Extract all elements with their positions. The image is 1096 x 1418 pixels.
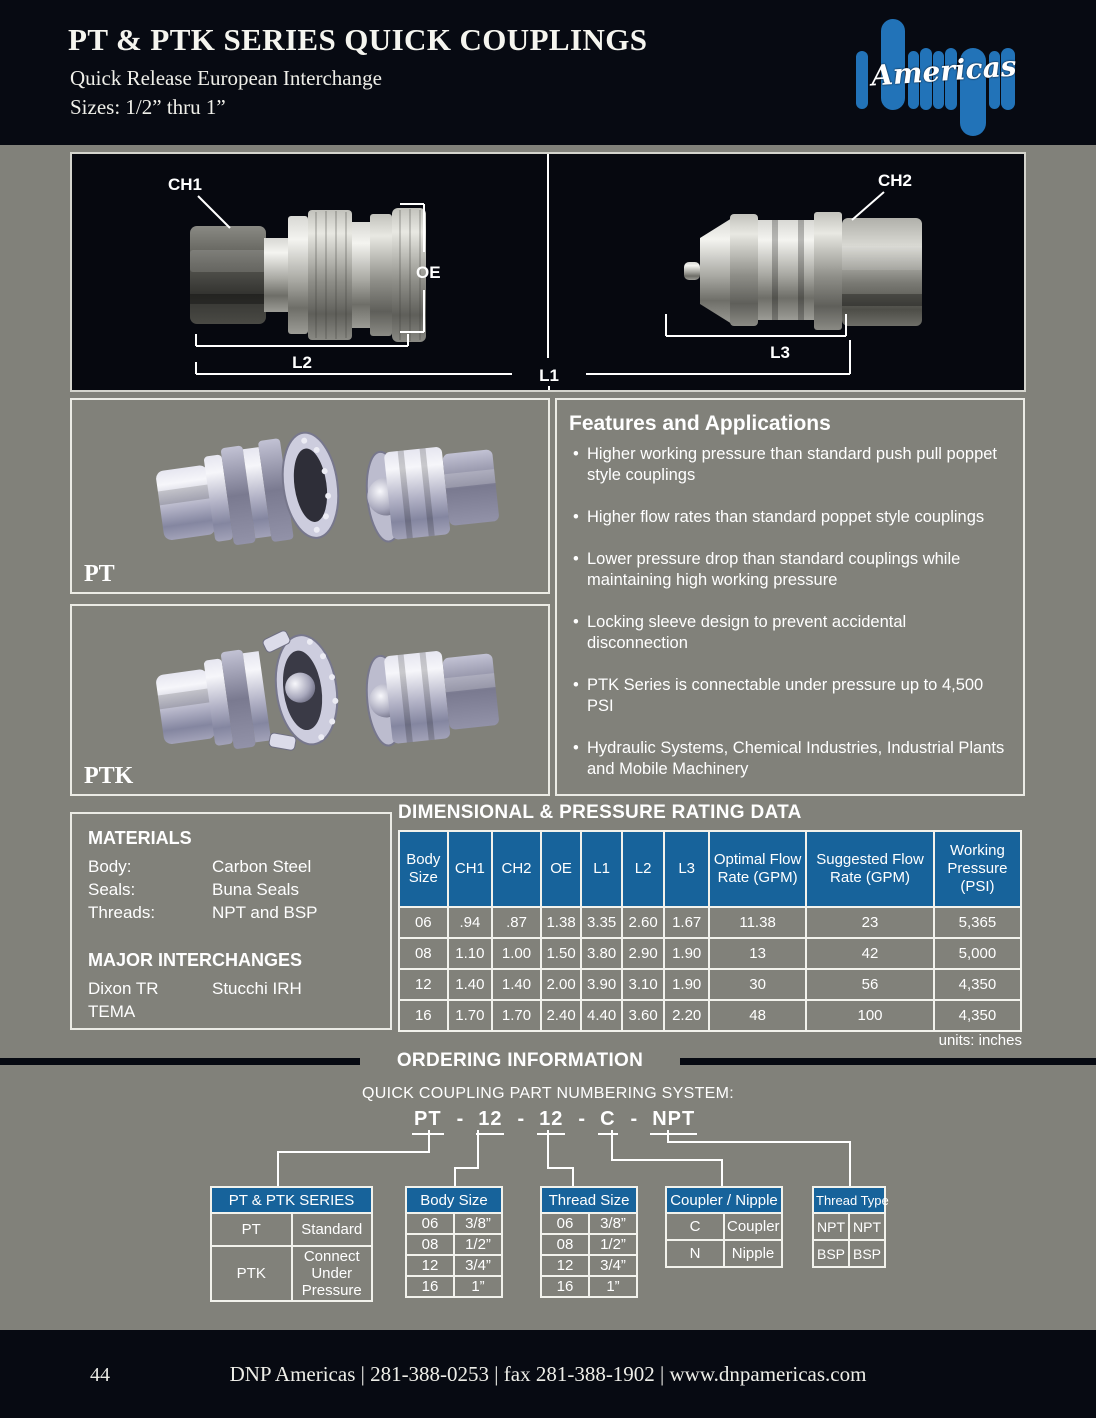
dim-cell: 1.40	[492, 969, 541, 1000]
dim-cell: 1.90	[664, 938, 709, 969]
size-value: 1/2”	[454, 1234, 502, 1255]
part-dash: -	[578, 1108, 586, 1130]
ptk-coupler-render	[151, 624, 344, 769]
dim-table-row	[399, 938, 1021, 969]
feature-bullet: • Higher working pressure than standard push pull poppet style couplings	[569, 444, 1011, 486]
dim-cell: 2.40	[541, 1000, 582, 1031]
coupler-photo	[190, 208, 426, 342]
dim-cell: 1.50	[541, 938, 582, 969]
dimension-photo-panel	[70, 152, 1026, 392]
l1-label: L1	[539, 366, 559, 385]
dim-cell: 5,000	[934, 938, 1021, 969]
thread-size-header: Thread Size	[541, 1187, 637, 1213]
series-desc: Standard	[292, 1213, 373, 1246]
dim-col-header: OE	[541, 831, 582, 907]
dim-col-header: L2	[622, 831, 665, 907]
size-code: 12	[406, 1255, 454, 1276]
pt-nipple-render	[363, 440, 501, 543]
part-seg-series: PT	[412, 1108, 444, 1135]
ordering-title: ORDERING INFORMATION	[396, 1050, 644, 1071]
divider-bar-right	[680, 1058, 1096, 1065]
dim-cell: 1.90	[664, 969, 709, 1000]
size-code: 16	[541, 1276, 589, 1297]
page-number: 44	[90, 1364, 110, 1386]
material-row	[88, 855, 374, 878]
body-size-header: Body Size	[406, 1187, 502, 1213]
size-value: 3/8”	[454, 1213, 502, 1234]
interchange-item: TEMA	[88, 1002, 136, 1021]
dim-cell: 3.10	[622, 969, 665, 1000]
coupler-nipple-table	[665, 1186, 783, 1268]
size-value: 1”	[589, 1276, 637, 1297]
dim-cell: 1.38	[541, 907, 582, 938]
page-title: PT & PTK SERIES QUICK COUPLINGS	[68, 22, 648, 57]
material-label: Threads:	[88, 903, 156, 922]
part-dash: -	[456, 1108, 464, 1130]
page-sizes: Sizes: 1/2” thru 1”	[70, 95, 226, 119]
dim-cell: 2.90	[622, 938, 665, 969]
size-code: 16	[406, 1276, 454, 1297]
dim-col-header: L1	[581, 831, 622, 907]
material-label: Seals:	[88, 880, 136, 899]
ptk-nipple-render	[363, 644, 501, 747]
interchange-item	[212, 1000, 374, 1023]
thread-type-header: Thread Type	[813, 1187, 885, 1213]
feature-bullet: • Locking sleeve design to prevent accidental disconnection	[569, 612, 1011, 654]
part-seg-thread-type: NPT	[650, 1108, 697, 1135]
series-table	[210, 1186, 373, 1302]
part-number-connectors	[0, 1126, 1096, 1188]
features-panel	[555, 398, 1025, 796]
dim-cell: 4,350	[934, 1000, 1021, 1031]
dim-cell: .87	[492, 907, 541, 938]
units-note: units: inches	[938, 1032, 1022, 1049]
ch1-label: CH1	[168, 175, 203, 194]
series-code: PT	[211, 1213, 292, 1246]
dim-cell: 42	[806, 938, 934, 969]
feature-bullet: • Lower pressure drop than standard couplings while maintaining high working pressure	[569, 549, 1011, 591]
dim-cell: 3.80	[581, 938, 622, 969]
part-seg-body-size: 12	[476, 1108, 504, 1135]
dim-cell: 13	[709, 938, 806, 969]
pt-renders	[72, 400, 548, 592]
pt-coupler-render	[153, 429, 345, 559]
dim-cell: 23	[806, 907, 934, 938]
dim-col-header: Optimal Flow Rate (GPM)	[709, 831, 806, 907]
dim-cell: 4,350	[934, 969, 1021, 1000]
interchange-row	[88, 1000, 374, 1023]
dim-cell: 1.40	[448, 969, 493, 1000]
l2-label: L2	[292, 353, 312, 372]
size-value: 1/2”	[589, 1234, 637, 1255]
size-value: 3/4”	[454, 1255, 502, 1276]
pt-product-panel	[70, 398, 550, 594]
material-label: Body:	[88, 857, 132, 876]
dim-cell: 1.10	[448, 938, 493, 969]
cn-code: C	[666, 1213, 724, 1240]
footer-band	[0, 1330, 1096, 1418]
size-value: 1”	[454, 1276, 502, 1297]
feature-bullet: • Higher flow rates than standard poppet style couplings	[569, 507, 1011, 528]
dimensional-table	[398, 830, 1022, 1032]
dim-cell: 1.70	[492, 1000, 541, 1031]
oe-label: OE	[416, 263, 441, 282]
dim-col-header: CH1	[448, 831, 493, 907]
dim-cell: 2.60	[622, 907, 665, 938]
dim-cell: 3.90	[581, 969, 622, 1000]
ordering-subtitle: QUICK COUPLING PART NUMBERING SYSTEM:	[361, 1085, 735, 1102]
dim-table-title: DIMENSIONAL & PRESSURE RATING DATA	[398, 802, 802, 823]
coupler-nipple-header: Coupler / Nipple	[666, 1187, 782, 1213]
dim-cell: 5,365	[934, 907, 1021, 938]
header-band	[0, 0, 1096, 145]
interchange-item: Stucchi IRH	[212, 979, 302, 998]
material-row	[88, 901, 374, 924]
page-subtitle: Quick Release European Interchange	[70, 66, 382, 90]
feature-bullet: • PTK Series is connectable under pressure up to 4,500 PSI	[569, 675, 1011, 717]
dim-table-row	[399, 1000, 1021, 1031]
size-code: 12	[541, 1255, 589, 1276]
tt-code: BSP	[813, 1240, 849, 1267]
ptk-renders	[72, 606, 548, 794]
dim-cell: 2.00	[541, 969, 582, 1000]
cn-desc: Coupler	[724, 1213, 782, 1240]
size-code: 06	[406, 1213, 454, 1234]
dim-cell: 56	[806, 969, 934, 1000]
divider-bar-left	[0, 1058, 360, 1065]
dim-col-header: L3	[664, 831, 709, 907]
dim-cell: 3.60	[622, 1000, 665, 1031]
material-value: Carbon Steel	[212, 857, 312, 876]
dim-cell: 12	[399, 969, 448, 1000]
nipple-photo	[684, 212, 922, 330]
dim-col-header: Body Size	[399, 831, 448, 907]
size-value: 3/4”	[589, 1255, 637, 1276]
dim-table-row	[399, 969, 1021, 1000]
material-value: NPT and BSP	[212, 903, 318, 922]
dim-col-header: CH2	[492, 831, 541, 907]
interchanges-title: MAJOR INTERCHANGES	[88, 950, 303, 970]
materials-title: MATERIALS	[88, 828, 192, 848]
part-seg-coupler: C	[598, 1108, 617, 1135]
dim-col-header: Suggested Flow Rate (GPM)	[806, 831, 934, 907]
l3-label: L3	[770, 343, 790, 362]
part-seg-thread-size: 12	[537, 1108, 565, 1135]
materials-panel	[70, 812, 392, 1030]
dim-cell: 30	[709, 969, 806, 1000]
size-code: 06	[541, 1213, 589, 1234]
dim-col-header: Working Pressure (PSI)	[934, 831, 1021, 907]
cn-code: N	[666, 1240, 724, 1267]
size-code: 08	[541, 1234, 589, 1255]
size-code: 08	[406, 1234, 454, 1255]
ptk-panel-label: PTK	[84, 763, 134, 789]
dim-table-header-row	[399, 831, 1021, 907]
features-title: Features and Applications	[569, 412, 831, 435]
dim-cell: 48	[709, 1000, 806, 1031]
tt-code: NPT	[813, 1213, 849, 1240]
dim-cell: 1.00	[492, 938, 541, 969]
interchange-row	[88, 977, 374, 1000]
dim-cell: 08	[399, 938, 448, 969]
series-desc: Connect Under Pressure	[292, 1246, 373, 1301]
dim-cell: 1.67	[664, 907, 709, 938]
thread-type-table	[812, 1186, 889, 1268]
tt-value: BSP	[849, 1240, 885, 1267]
series-table-header: PT & PTK SERIES	[211, 1187, 372, 1213]
dim-cell: 4.40	[581, 1000, 622, 1031]
tt-value: NPT	[849, 1213, 885, 1240]
dim-cell: 06	[399, 907, 448, 938]
dim-table-row	[399, 907, 1021, 938]
material-value: Buna Seals	[212, 880, 299, 899]
part-dash: -	[630, 1108, 638, 1130]
feature-bullet: • Hydraulic Systems, Chemical Industries, Industrial Plants and Mobile Machinery	[569, 738, 1011, 780]
footer-contact: DNP Americas | 281-388-0253 | fax 281-388-1902 | www.dnpamericas.com	[229, 1362, 867, 1386]
interchange-item: Dixon TR	[88, 979, 159, 998]
thread-size-table	[540, 1186, 638, 1298]
part-dash: -	[517, 1108, 525, 1130]
dim-cell: .94	[448, 907, 493, 938]
dim-cell: 100	[806, 1000, 934, 1031]
dim-cell: 1.70	[448, 1000, 493, 1031]
ptk-product-panel	[70, 604, 550, 796]
dim-cell: 2.20	[664, 1000, 709, 1031]
dim-cell: 11.38	[709, 907, 806, 938]
dnp-logo	[853, 6, 1043, 140]
pt-panel-label: PT	[84, 561, 115, 587]
body-size-table	[405, 1186, 503, 1298]
logo-americas-script: Americas	[870, 49, 1018, 93]
dim-cell: 16	[399, 1000, 448, 1031]
ch2-label: CH2	[878, 171, 913, 190]
dimension-diagram	[72, 154, 1024, 390]
dim-cell: 3.35	[581, 907, 622, 938]
material-row	[88, 878, 374, 901]
cn-desc: Nipple	[724, 1240, 782, 1267]
series-code: PTK	[211, 1246, 292, 1301]
size-value: 3/8”	[589, 1213, 637, 1234]
